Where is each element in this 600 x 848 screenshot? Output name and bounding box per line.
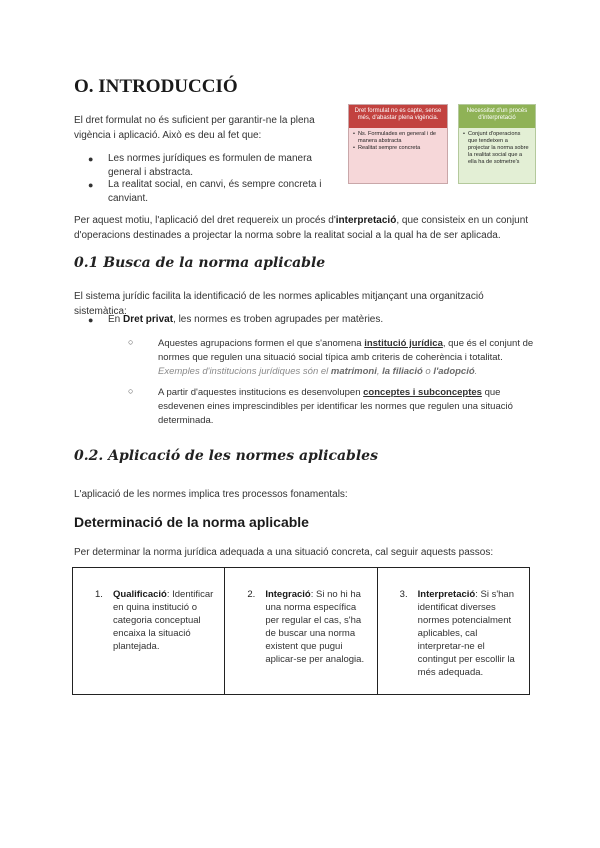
circle-bullet-icon: ○ (128, 386, 134, 396)
circle-bullet-icon: ○ (128, 337, 134, 347)
steps-table (72, 567, 530, 695)
list-item: ● La realitat social, en canvi, és sempre concreta i canviant. (88, 179, 322, 204)
step-cell: 2. Integració: Si no hi ha una norma específica per regular el cas, s'ha de buscar una norma existent que pugui aplicar-se per analogia. (225, 568, 377, 694)
subheading: Determinació de la norma aplicable (74, 514, 309, 530)
section-paragraph: L'aplicació de les normes implica tres processos fonamentals: (74, 489, 348, 500)
key-term-link: conceptes i subconceptes (363, 387, 482, 398)
diagram-box-item: • Conjunt d'operacions que tendeixen a projectar la norma sobre la realitat social que a ella ha de sotmetre's (463, 131, 531, 166)
diagram-box-item: • Realitat sempre concreta (353, 145, 443, 152)
list-item: ● Les normes jurídiques es formulen de manera general i abstracta. (88, 153, 312, 178)
diagram-box-item: • Ns. Formulades en general i de manera abstracta (353, 131, 443, 145)
page-title: O. INTRODUCCIÓ (74, 76, 238, 97)
bullet-icon: ● (88, 180, 94, 190)
section-heading: 0.2. Aplicació de les normes aplicables (74, 448, 378, 464)
diagram-box-header: Dret formulat no es capte, sense més, d'abastar plena vigència. (349, 105, 447, 128)
step-cell: 3. Interpretació: Si s'han identificat diverses normes potencialment aplicables, cal interpretar-ne el contingut per escollir la més adequada. (399, 589, 515, 678)
diagram-box-interpretation (458, 104, 536, 184)
section-heading: 0.1 Busca de la norma aplicable (74, 255, 326, 271)
bullet-icon: ● (88, 315, 94, 325)
diagram-box-formulated-law (348, 104, 448, 184)
interpretation-paragraph: Per aquest motiu, l'aplicació del dret requereix un procés d'interpretació, que consisteix en un conjunt d'operacions destinades a projectar la norma sobre la realitat social a la qual ha de ser aplicada. (74, 215, 529, 241)
diagram-box-header: Necessitat d'un procés d'interpretació (459, 105, 535, 128)
section-paragraph: El sistema jurídic facilita la identificació de les normes aplicables mitjançant una organització sistemàtica: (74, 291, 484, 317)
bullet-icon: ● (88, 154, 94, 164)
example-text: Exemples d'institucions jurídiques són el matrimoni, la filiació o l'adopció. (158, 366, 478, 377)
document-page: O. INTRODUCCIÓ El dret formulat no és suficient per garantir-ne la plena vigència i aplicació. Això es deu al fet que: ● Les normes jurídiques es formulen de manera general i abstracta. ● La realitat social, en canvi, és sempre concreta i canviant. Dret formulat no es capte, sense més, d'abastar plena vigència. • Ns. Formulades en general i de manera abstracta • Realitat sempre concreta Necessitat d'un procés d'interpretació • Conjunt d'operacions que tendeixen a projectar la norma sobre la realitat social que a ella ha de sotmetre's Per aquest motiu, l'aplicació del dret requereix un procés d'interpretació, que consisteix en un conjunt d'operacions destinades a projectar la norma sobre la realitat social a la qual ha de ser aplicada. 0.1 Busca de la norma aplicable El sistema jurídic facilita la identificació de les normes aplicables mitjançant una organització sistemàtica: ● En Dret privat, les normes es troben agrupades per matèries. ○ Aquestes agrupacions formen el que s'anomena institució jurídica, que és el conjunt de normes que regulen una situació social típica amb criteris de coherència i totalitat. Exemples d'institucions jurídiques són el matrimoni, la filiació o l'adopció. ○ A partir d'aquestes institucions es desenvolupen conceptes i subconceptes que esdevenen eines imprescindibles per identificar les normes que regulen una situació determinada. 0.2. Aplicació de les normes aplicables L'aplicació de les normes implica tres processos fonamentals: Determinació de la norma aplicable Per determinar la norma jurídica adequada a una situació concreta, cal seguir aquests passos: 1. Qualificació: Identificar en quina institució o categoria conceptual encaixa la situació plantejada. 2. Integració: Si no hi ha una norma específica per regular el cas, s'ha de buscar una norma existent que pugui aplicar-se per analogia. 3. Interpretació: Si s'han identificat diverses normes potencialment aplicables, cal interpretar-ne el contingut per escollir la més adequada. (0, 0, 600, 848)
step-cell: 1. Qualificació: Identificar en quina institució o categoria conceptual encaixa la situació plantejada. (73, 568, 225, 694)
intro-paragraph: El dret formulat no és suficient per garantir-ne la plena vigència i aplicació. Això es deu al fet que: (74, 115, 315, 141)
key-term-link: institució jurídica (364, 338, 443, 349)
steps-intro-paragraph: Per determinar la norma jurídica adequada a una situació concreta, cal seguir aquests passos: (74, 547, 494, 558)
